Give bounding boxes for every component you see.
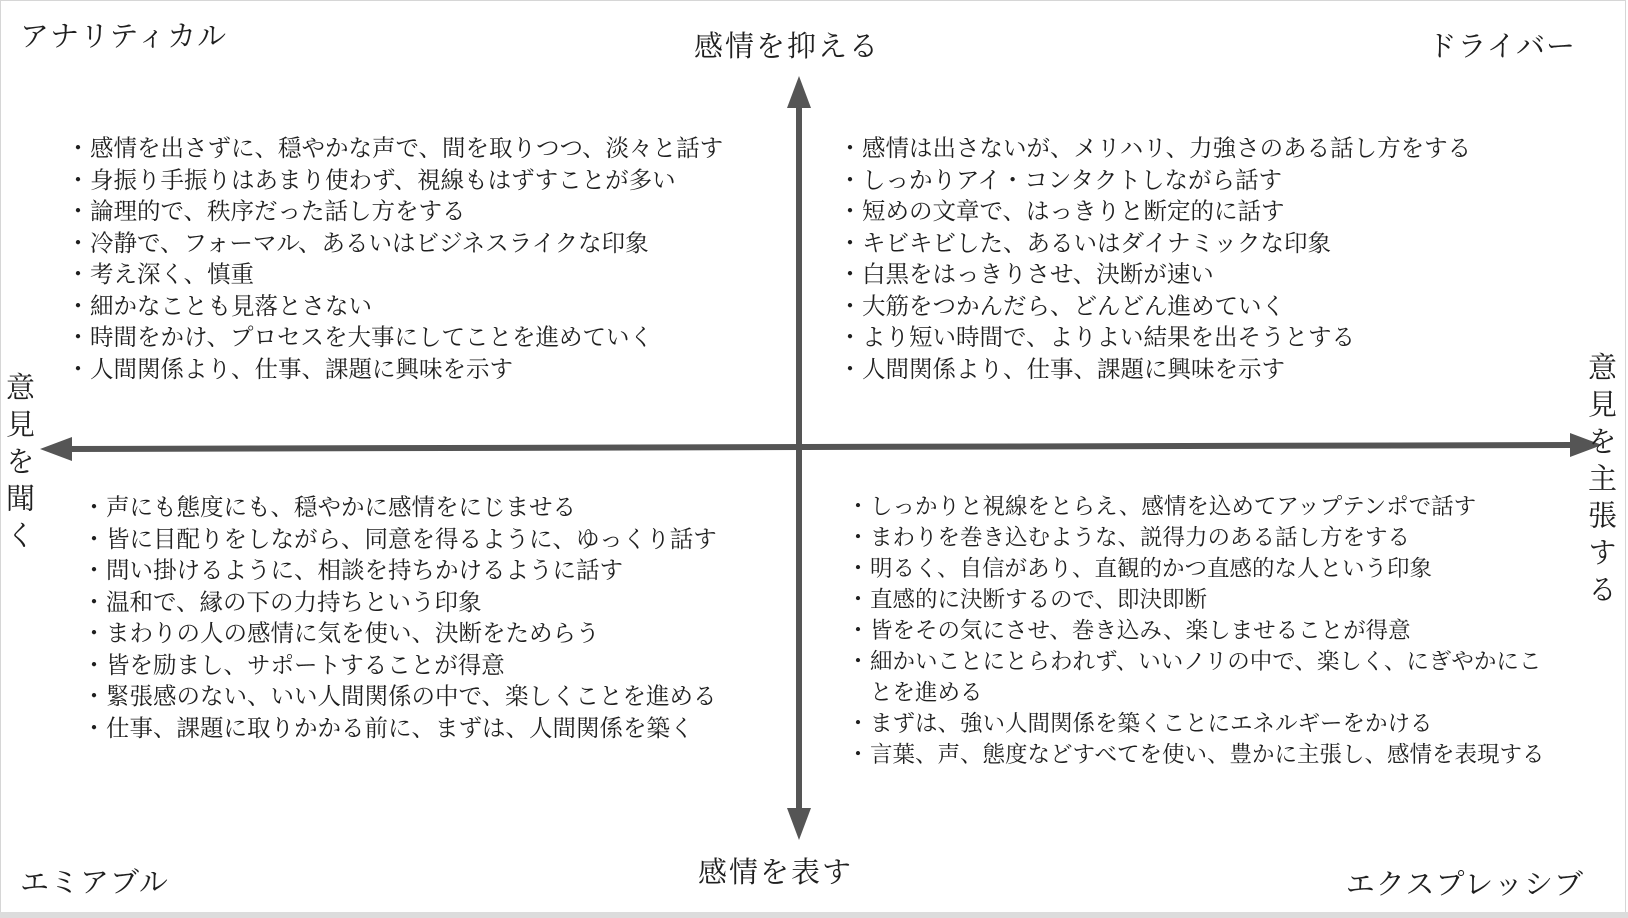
trait-item [66, 133, 774, 165]
vertical-axis-arrow-down [787, 808, 811, 840]
trait-item [838, 165, 1578, 197]
bullet-mark: ・ [82, 650, 106, 679]
bullet-mark: ・ [838, 165, 862, 194]
bullet-mark: ・ [838, 197, 862, 225]
trait-text: まずは、強い人間関係を築くことにエネルギーをかける [870, 711, 1433, 737]
trait-text: 細かなことも見落とさない [90, 291, 372, 320]
trait-text: 論理的で、秩序だった話し方をする [90, 197, 466, 225]
trait-item [82, 713, 730, 745]
trait-item [838, 291, 1578, 323]
axis-label-left: 意見を聞く [2, 372, 36, 557]
bullet-mark: ・ [66, 260, 90, 288]
trait-item [82, 650, 730, 682]
amiable-traits [82, 492, 730, 744]
corner-label-expressive: エクスプレッシブ [1345, 867, 1584, 901]
bullet-mark: ・ [846, 556, 870, 582]
trait-text: しっかりアイ・コンタクトしながら話す [862, 165, 1282, 194]
trait-item [66, 322, 774, 354]
trait-item [82, 555, 730, 587]
vertical-axis-arrow-up [787, 76, 811, 108]
trait-text: 短めの文章で、はっきりと断定的に話す [862, 197, 1285, 225]
vertical-axis-line [796, 100, 802, 810]
trait-text: より短い時間で、よりよい結果を出そうとする [862, 323, 1356, 351]
trait-item [66, 228, 774, 260]
bullet-mark: ・ [846, 649, 870, 675]
bullet-mark: ・ [838, 354, 862, 383]
trait-item [82, 681, 730, 713]
trait-text: 明るく、自信があり、直観的かつ直感的な人という印象 [870, 556, 1433, 582]
bullet-mark: ・ [846, 494, 870, 520]
axis-label-top: 感情を抑える [694, 29, 881, 63]
trait-text: 人間関係より、仕事、課題に興味を示す [862, 354, 1285, 383]
trait-text: 声にも態度にも、穏やかに感情をにじませる [106, 493, 576, 521]
quadrant-amiable [82, 492, 730, 744]
bullet-mark: ・ [66, 165, 90, 194]
bullet-mark: ・ [838, 228, 862, 257]
bullet-mark: ・ [846, 587, 870, 613]
trait-item [82, 618, 730, 650]
trait-text: しっかりと視線をとらえ、感情を込めてアップテンポで話す [870, 494, 1477, 520]
trait-text: 緊張感のない、いい人間関係の中で、楽しくことを進める [106, 682, 717, 710]
trait-text: 感情は出さないが、メリハリ、力強さのある話し方をする [862, 134, 1472, 162]
vertical-axis [787, 76, 811, 840]
bullet-mark: ・ [82, 619, 106, 647]
trait-text: 温和で、縁の下の力持ちという印象 [106, 587, 482, 616]
bullet-mark: ・ [846, 525, 870, 551]
trait-text: 仕事、課題に取りかかる前に、まずは、人間関係を築く [106, 713, 694, 742]
quadrant-analytical [66, 133, 774, 385]
horizontal-axis [40, 433, 1602, 461]
trait-item [66, 354, 774, 386]
corner-label-driver: ドライバー [1427, 29, 1576, 63]
bullet-mark: ・ [82, 493, 106, 521]
bullet-mark: ・ [82, 713, 106, 742]
trait-text: 感情を出さずに、穏やかな声で、間を取りつつ、淡々と話す [90, 134, 724, 162]
driver-traits [838, 133, 1578, 385]
trait-text: 皆をその気にさせ、巻き込み、楽しませることが得意 [870, 618, 1411, 644]
trait-text: キビキビした、あるいはダイナミックな印象 [862, 228, 1332, 257]
expressive-traits [846, 492, 1552, 771]
trait-text: 言葉、声、態度などすべてを使い、豊かに主張し、感情を表現する [870, 742, 1545, 768]
trait-text: まわりの人の感情に気を使い、決断をためらう [106, 619, 600, 647]
bullet-mark: ・ [66, 291, 90, 320]
bullet-mark: ・ [66, 228, 90, 257]
trait-item [66, 291, 774, 323]
trait-text: 考え深く、慎重 [90, 260, 255, 288]
quadrant-driver [838, 133, 1578, 385]
trait-item [838, 259, 1578, 291]
trait-item [846, 523, 1552, 554]
corner-label-amiable: エミアブル [20, 865, 169, 899]
trait-item [846, 616, 1552, 647]
trait-item [82, 587, 730, 619]
trait-item [838, 228, 1578, 260]
trait-item [838, 354, 1578, 386]
trait-text: 細かいことにとらわれず、いいノリの中で、楽しく、にぎやかにことを進める [870, 649, 1542, 706]
quadrant-expressive [846, 492, 1552, 771]
horizontal-axis-arrow-left [40, 437, 72, 461]
trait-item [846, 554, 1552, 585]
trait-item [66, 196, 774, 228]
bullet-mark: ・ [838, 134, 862, 162]
trait-text: 問い掛けるように、相談を持ちかけるように話す [106, 556, 623, 584]
trait-text: まわりを巻き込むような、説得力のある話し方をする [870, 525, 1411, 551]
bullet-mark: ・ [66, 323, 90, 351]
bullet-mark: ・ [82, 682, 106, 710]
bullet-mark: ・ [66, 134, 90, 162]
trait-item [838, 196, 1578, 228]
trait-text: 大筋をつかんだら、どんどん進めていく [862, 291, 1285, 320]
trait-item [838, 133, 1578, 165]
trait-item [846, 585, 1552, 616]
axis-label-bottom: 感情を表す [698, 855, 854, 889]
trait-item [66, 165, 774, 197]
bullet-mark: ・ [846, 711, 870, 737]
horizontal-axis-line [66, 442, 1570, 452]
bullet-mark: ・ [838, 260, 862, 288]
trait-item [846, 740, 1552, 771]
trait-text: 時間をかけ、プロセスを大事にしてことを進めていく [90, 323, 654, 351]
trait-text: 身振り手振りはあまり使わず、視線もはずすことが多い [90, 165, 676, 194]
bullet-mark: ・ [846, 618, 870, 644]
bullet-mark: ・ [846, 742, 870, 768]
bullet-mark: ・ [66, 197, 90, 225]
trait-text: 白黒をはっきりさせ、決断が速い [862, 260, 1214, 288]
trait-item [846, 709, 1552, 740]
trait-item [82, 524, 730, 556]
analytical-traits [66, 133, 774, 385]
bullet-mark: ・ [66, 354, 90, 383]
trait-text: 冷静で、フォーマル、あるいはビジネスライクな印象 [90, 228, 649, 257]
bullet-mark: ・ [82, 587, 106, 616]
bullet-mark: ・ [82, 524, 106, 553]
trait-item [846, 492, 1552, 523]
trait-text: 皆を励まし、サポートすることが得意 [106, 650, 505, 679]
bullet-mark: ・ [82, 556, 106, 584]
trait-item [82, 492, 730, 524]
trait-item [66, 259, 774, 291]
corner-label-analytical: アナリティカル [20, 19, 228, 53]
trait-item [846, 647, 1552, 709]
bullet-mark: ・ [838, 291, 862, 320]
axis-label-right: 意見を主張する [1584, 352, 1618, 611]
trait-text: 人間関係より、仕事、課題に興味を示す [90, 354, 513, 383]
bullet-mark: ・ [838, 323, 862, 351]
trait-text: 直感的に決断するので、即決即断 [870, 587, 1208, 613]
trait-item [838, 322, 1578, 354]
trait-text: 皆に目配りをしながら、同意を得るように、ゆっくり話す [106, 524, 717, 553]
